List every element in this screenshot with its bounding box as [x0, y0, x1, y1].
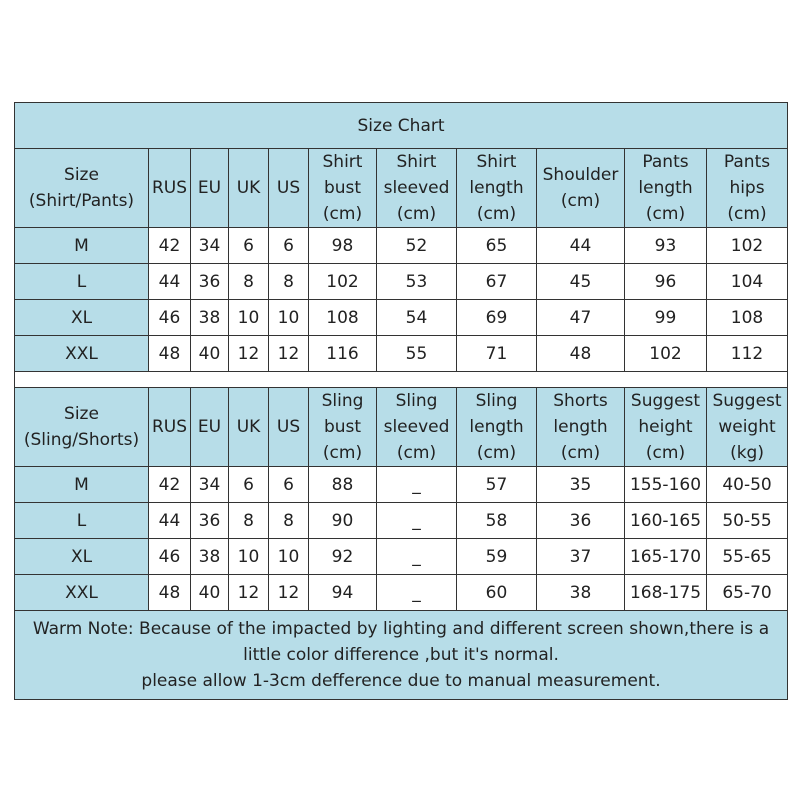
table-cell: 48	[149, 336, 191, 372]
header-row	[15, 611, 788, 700]
table-cell: 96	[625, 264, 707, 300]
table-cell: 40	[191, 336, 229, 372]
table-cell: 54	[377, 300, 457, 336]
table-cell: _	[377, 467, 457, 503]
table-cell: 6	[269, 228, 309, 264]
table-row	[15, 503, 788, 539]
table-cell: 65	[457, 228, 537, 264]
column-header: Suggest height (cm)	[625, 388, 707, 467]
warm-note: Warm Note: Because of the impacted by lighting and different screen shown,there is a little color difference ,but it's normal. please allow 1-3cm defference due to manual measurement.	[15, 611, 788, 700]
column-header: Shoulder (cm)	[537, 149, 625, 228]
table-cell: 165-170	[625, 539, 707, 575]
table-cell: 10	[269, 300, 309, 336]
chart-title: Size Chart	[15, 103, 788, 149]
table-cell: 44	[537, 228, 625, 264]
column-header: Shirt sleeved (cm)	[377, 149, 457, 228]
table-cell: 40-50	[707, 467, 788, 503]
table-cell: 55-65	[707, 539, 788, 575]
column-header: Suggest weight (kg)	[707, 388, 788, 467]
table-cell: 40	[191, 575, 229, 611]
column-header: Shorts length (cm)	[537, 388, 625, 467]
size-label: L	[15, 503, 149, 539]
header-row	[15, 149, 788, 228]
table-cell: 53	[377, 264, 457, 300]
column-header: RUS	[149, 388, 191, 467]
table-cell: 38	[191, 300, 229, 336]
column-header: UK	[229, 388, 269, 467]
table-cell: 65-70	[707, 575, 788, 611]
table-cell: 71	[457, 336, 537, 372]
table-cell: 44	[149, 264, 191, 300]
table-cell: 6	[229, 467, 269, 503]
size-chart-table	[14, 102, 788, 700]
table-cell: 104	[707, 264, 788, 300]
table-cell: 37	[537, 539, 625, 575]
table-cell: 12	[269, 575, 309, 611]
size-label: XXL	[15, 336, 149, 372]
table-cell: 36	[191, 264, 229, 300]
table-cell: 8	[229, 503, 269, 539]
column-header: EU	[191, 388, 229, 467]
table-cell: 8	[229, 264, 269, 300]
column-header: Sling bust (cm)	[309, 388, 377, 467]
table-cell: 92	[309, 539, 377, 575]
header-row	[15, 388, 788, 467]
table-cell: 35	[537, 467, 625, 503]
column-header: EU	[191, 149, 229, 228]
table-row	[15, 336, 788, 372]
size-label: XL	[15, 539, 149, 575]
size-label: M	[15, 467, 149, 503]
table-cell: 8	[269, 503, 309, 539]
column-header: US	[269, 388, 309, 467]
table-row	[15, 228, 788, 264]
table-cell: 46	[149, 539, 191, 575]
header-row	[15, 103, 788, 149]
table-cell: 34	[191, 228, 229, 264]
table-cell: 58	[457, 503, 537, 539]
table-cell: 36	[191, 503, 229, 539]
column-header: Size (Shirt/Pants)	[15, 149, 149, 228]
table-cell: 67	[457, 264, 537, 300]
table-cell: 12	[229, 336, 269, 372]
table-cell: _	[377, 503, 457, 539]
table-cell: 88	[309, 467, 377, 503]
table-cell: 55	[377, 336, 457, 372]
table-cell: 59	[457, 539, 537, 575]
table-cell: 98	[309, 228, 377, 264]
table-cell: 50-55	[707, 503, 788, 539]
table-cell: 52	[377, 228, 457, 264]
size-label: L	[15, 264, 149, 300]
spacer	[15, 372, 788, 388]
table-cell: 6	[229, 228, 269, 264]
table-cell: 102	[309, 264, 377, 300]
size-label: M	[15, 228, 149, 264]
table-cell: _	[377, 575, 457, 611]
table-cell: 168-175	[625, 575, 707, 611]
size-label: XL	[15, 300, 149, 336]
table-cell: 69	[457, 300, 537, 336]
table-cell: 45	[537, 264, 625, 300]
table-cell: 48	[537, 336, 625, 372]
table-cell: 90	[309, 503, 377, 539]
table-cell: 99	[625, 300, 707, 336]
table-cell: 10	[229, 539, 269, 575]
table-cell: 8	[269, 264, 309, 300]
column-header: UK	[229, 149, 269, 228]
table-cell: 155-160	[625, 467, 707, 503]
column-header: Shirt bust (cm)	[309, 149, 377, 228]
table-cell: 108	[707, 300, 788, 336]
table-row	[15, 575, 788, 611]
table-cell: 12	[229, 575, 269, 611]
table-cell: 102	[625, 336, 707, 372]
table-cell: 94	[309, 575, 377, 611]
table-cell: 57	[457, 467, 537, 503]
table-cell: 42	[149, 228, 191, 264]
table-cell: 42	[149, 467, 191, 503]
table-row	[15, 264, 788, 300]
column-header: Size (Sling/Shorts)	[15, 388, 149, 467]
table-cell: 10	[229, 300, 269, 336]
table-cell: 44	[149, 503, 191, 539]
column-header: Sling sleeved (cm)	[377, 388, 457, 467]
table-cell: 36	[537, 503, 625, 539]
table-cell: 47	[537, 300, 625, 336]
table-row	[15, 300, 788, 336]
table-cell: 34	[191, 467, 229, 503]
column-header: RUS	[149, 149, 191, 228]
header-row	[15, 372, 788, 388]
table-cell: 48	[149, 575, 191, 611]
column-header: Shirt length (cm)	[457, 149, 537, 228]
table-cell: 12	[269, 336, 309, 372]
table-cell: 108	[309, 300, 377, 336]
table-row	[15, 467, 788, 503]
table-row	[15, 539, 788, 575]
table-cell: 93	[625, 228, 707, 264]
column-header: US	[269, 149, 309, 228]
table-cell: 38	[537, 575, 625, 611]
table-cell: 112	[707, 336, 788, 372]
table-cell: 116	[309, 336, 377, 372]
column-header: Sling length (cm)	[457, 388, 537, 467]
table-cell: 160-165	[625, 503, 707, 539]
table-cell: _	[377, 539, 457, 575]
table-cell: 46	[149, 300, 191, 336]
table-cell: 38	[191, 539, 229, 575]
table-cell: 10	[269, 539, 309, 575]
table-cell: 6	[269, 467, 309, 503]
size-label: XXL	[15, 575, 149, 611]
table-cell: 60	[457, 575, 537, 611]
table-cell: 102	[707, 228, 788, 264]
column-header: Pants hips (cm)	[707, 149, 788, 228]
column-header: Pants length (cm)	[625, 149, 707, 228]
